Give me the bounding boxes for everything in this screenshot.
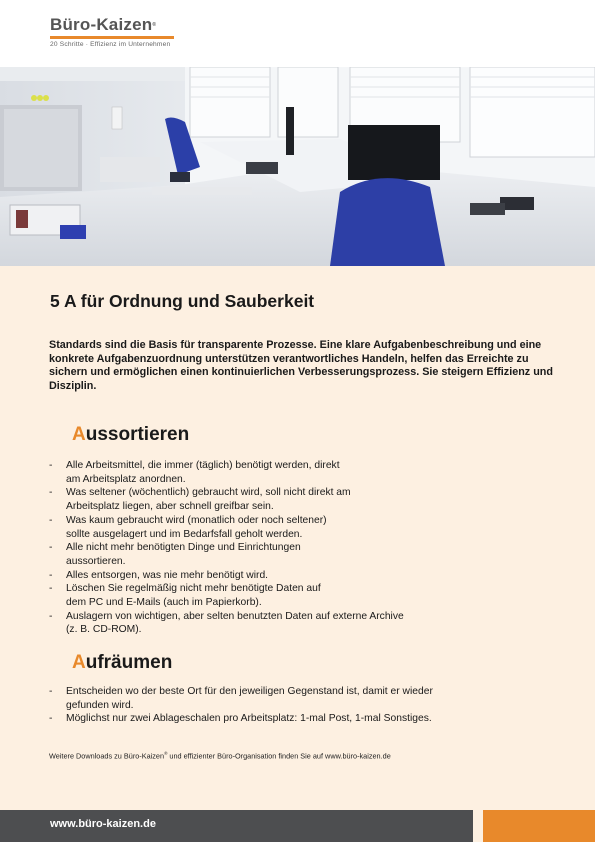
aussortieren-list (49, 459, 564, 637)
dash-bullet: - (49, 460, 53, 471)
list-item (49, 541, 564, 568)
list-item-text: Alles entsorgen, was nie mehr benötigt wird. (66, 569, 269, 581)
list-item-text: Löschen Sie regelmäßig nicht mehr benötigte Daten auf dem PC und E-Mails (auch im Papierkorb). (66, 583, 321, 609)
dash-bullet: - (49, 487, 53, 499)
list-item (49, 610, 564, 637)
list-item (49, 459, 564, 486)
dash-bullet: - (49, 542, 53, 554)
logo-wordmark (50, 15, 174, 35)
heading-rest: ufräumen (85, 652, 173, 673)
logo-underline (50, 36, 174, 39)
list-item-text: Alle nicht mehr benötigten Dinge und Einrichtungen aussortieren. (66, 542, 301, 567)
list-item (49, 685, 564, 712)
list-item (49, 582, 564, 609)
list-item-text: Möglichst nur zwei Ablageschalen pro Arbeitsplatz: 1-mal Post, 1-mal Sonstiges. (66, 713, 432, 725)
page-header (0, 0, 595, 67)
footer-bar (0, 810, 473, 842)
dash-bullet: - (49, 569, 53, 581)
footer-accent-block (483, 810, 595, 842)
heading-initial: A (72, 424, 86, 445)
footnote-text-rest: und effizienter Büro-Organisation finden Sie auf www.büro-kaizen.de (167, 751, 391, 761)
registered-mark: ® (164, 751, 168, 756)
list-item (49, 514, 564, 541)
list-item-text: Was seltener (wöchentlich) gebraucht wird, soll nicht direkt am Arbeitsplatz liegen, aber schnell greifbar sein. (66, 487, 351, 513)
section-heading-aufraeumen (72, 652, 172, 674)
page-title: 5 A für Ordnung und Sauberkeit (50, 291, 315, 311)
list-item (49, 712, 564, 726)
footer-url: www.büro-kaizen.de (50, 818, 156, 830)
aufraeumen-list (49, 685, 564, 726)
heading-initial: A (72, 652, 86, 673)
logo-registered-mark: ® (152, 22, 157, 28)
list-item-text: Was kaum gebraucht wird (monatlich oder noch seltener) sollte ausgelagert und im Bedarfsfall geholt werden. (66, 514, 327, 540)
office-photo-icon (0, 67, 595, 266)
logo (50, 15, 174, 48)
dash-bullet: - (49, 686, 53, 697)
list-item-text: Auslagern von wichtigen, aber selten benutzten Daten auf externe Archive (z. B. CD-ROM). (66, 610, 404, 636)
list-item (49, 569, 564, 583)
heading-rest: ussortieren (85, 424, 190, 445)
list-item-text: Alle Arbeitsmittel, die immer (täglich) benötigt werden, direkt am Arbeitsplatz anordnen. (66, 460, 340, 485)
list-item-text: Entscheiden wo der beste Ort für den jeweiligen Gegenstand ist, damit er wieder gefunden wird. (66, 686, 433, 711)
dash-bullet: - (49, 583, 53, 595)
logo-name: Büro-Kaizen (50, 15, 153, 34)
logo-tagline: 20 Schritte · Effizienz im Unternehmen (50, 41, 171, 48)
list-item (49, 486, 564, 513)
section-heading-aussortieren (72, 424, 189, 446)
dash-bullet: - (49, 610, 53, 622)
dash-bullet: - (49, 713, 53, 725)
footnote-text: Weitere Downloads zu Büro-Kaizen (49, 751, 165, 761)
downloads-footnote (49, 751, 391, 760)
intro-paragraph: Standards sind die Basis für transparente Prozesse. Eine klare Aufgabenbeschreibung und eine konkrete Aufgabenzuordnung unterstützen verantwortliches Handeln, helfen das Erreichte zu sichern und ermöglichen einen kontinuierlichen Verbesserungsprozess. Sie steigern Effizienz und Disziplin. (49, 339, 553, 392)
dash-bullet: - (49, 514, 53, 526)
